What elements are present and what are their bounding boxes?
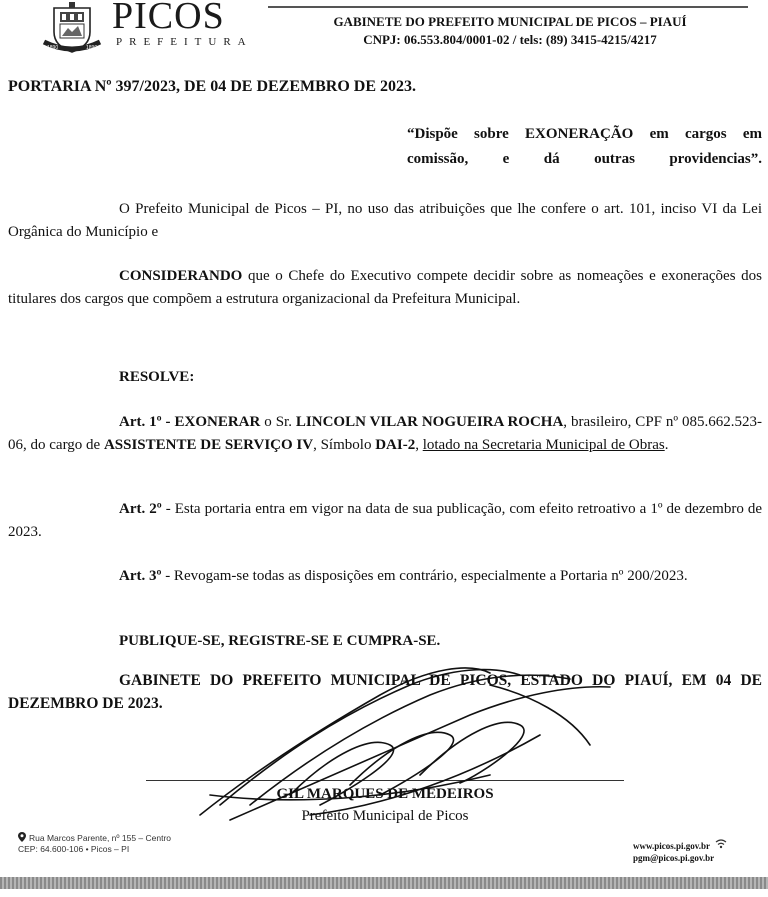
art1-simbolo: DAI-2 [375, 437, 416, 453]
email-link[interactable]: pgm@picos.pi.gov.br [632, 853, 715, 863]
document-title: PORTARIA Nº 397/2023, DE 04 DE DEZEMBRO DE 2023. [8, 78, 417, 95]
signer-role: Prefeito Municipal de Picos [301, 808, 469, 824]
ementa: “Dispõe sobre EXONERAÇÃO em cargos em comissão, e dá outras providencias”. [407, 126, 762, 167]
municipal-crest-icon [40, 2, 104, 56]
art3-label: Art. 3º [119, 568, 162, 584]
crest-year-left: 1890 [47, 45, 59, 51]
considerando-paragraph [8, 265, 762, 311]
art1-t1: o Sr. [260, 414, 296, 430]
art1-t4: , [415, 437, 423, 453]
wifi-icon [714, 839, 728, 849]
publique-text: PUBLIQUE-SE, REGISTRE-SE E CUMPRA-SE. [119, 633, 441, 649]
intro-text: O Prefeito Municipal de Picos – PI, no uso das atribuições que lhe confere o art. 101, inciso VI da Lei Orgânica do Município e [8, 201, 762, 240]
address-line-1-text: Rua Marcos Parente, nº 155 – Centro [29, 833, 172, 843]
art1-t2: , brasileiro, CPF nº 085.662.523-06, do cargo de [8, 414, 763, 453]
considerando-label: CONSIDERANDO [119, 268, 243, 284]
resolve-heading [8, 366, 762, 389]
brand-subtitle: PREFEITURA [116, 36, 253, 48]
location-pin-icon [18, 832, 26, 842]
gabinete-text: GABINETE DO PREFEITO MUNICIPAL DE PICOS, ESTADO DO PIAUÍ, EM 04 DE DEZEMBRO DE 2023. [8, 672, 762, 712]
art1-person-name: LINCOLN VILAR NOGUEIRA ROCHA [295, 414, 564, 430]
art2-label: Art. 2º [119, 501, 162, 517]
considerando-text: que o Chefe do Executivo compete decidir sobre as nomeações e exonerações dos titulares dos cargos que compõem a estrutura organizacional da Prefeitura Municipal. [8, 268, 762, 307]
website-line [633, 839, 728, 852]
handwritten-signature-icon [190, 655, 630, 835]
article-3 [8, 565, 762, 588]
art3-text: - Revogam-se todas as disposições em contrário, especialmente a Portaria nº 200/2023. [161, 568, 688, 584]
crest-year-right: 1890 [86, 45, 98, 51]
art2-text: - Esta portaria entra em vigor na data de sua publicação, com efeito retroativo a 1º de dezembro de 2023. [8, 501, 762, 540]
article-2 [8, 498, 762, 544]
publique-line [8, 630, 762, 653]
footer-address [18, 832, 171, 855]
art1-lotacao: lotado na Secretaria Municipal de Obras [422, 437, 665, 453]
website-link[interactable]: www.picos.pi.gov.br [632, 841, 710, 851]
header-rule [268, 6, 748, 8]
intro-paragraph [8, 198, 762, 244]
brand-name: PICOS [112, 0, 225, 37]
footer-bar [0, 877, 768, 889]
resolve-text: RESOLVE: [119, 369, 195, 385]
office-line: GABINETE DO PREFEITO MUNICIPAL DE PICOS – PIAUÍ [333, 14, 687, 29]
brand-logo [112, 0, 253, 48]
art1-t5: . [664, 437, 669, 453]
address-line-1 [18, 832, 171, 844]
footer-contact [633, 839, 728, 864]
art1-t3: , Símbolo [313, 437, 376, 453]
address-line-2: CEP: 64.600-106 • Picos – PI [18, 844, 130, 854]
cnpj-line: CNPJ: 06.553.804/0001-02 / tels: (89) 3415-4215/4217 [363, 32, 657, 47]
article-1 [8, 411, 762, 457]
art1-cargo: ASSISTENTE DE SERVIÇO IV [103, 437, 314, 453]
art1-label: Art. 1º - EXONERAR [119, 414, 261, 430]
signer-name: GIL MARQUES DE MEDEIROS [276, 786, 494, 802]
